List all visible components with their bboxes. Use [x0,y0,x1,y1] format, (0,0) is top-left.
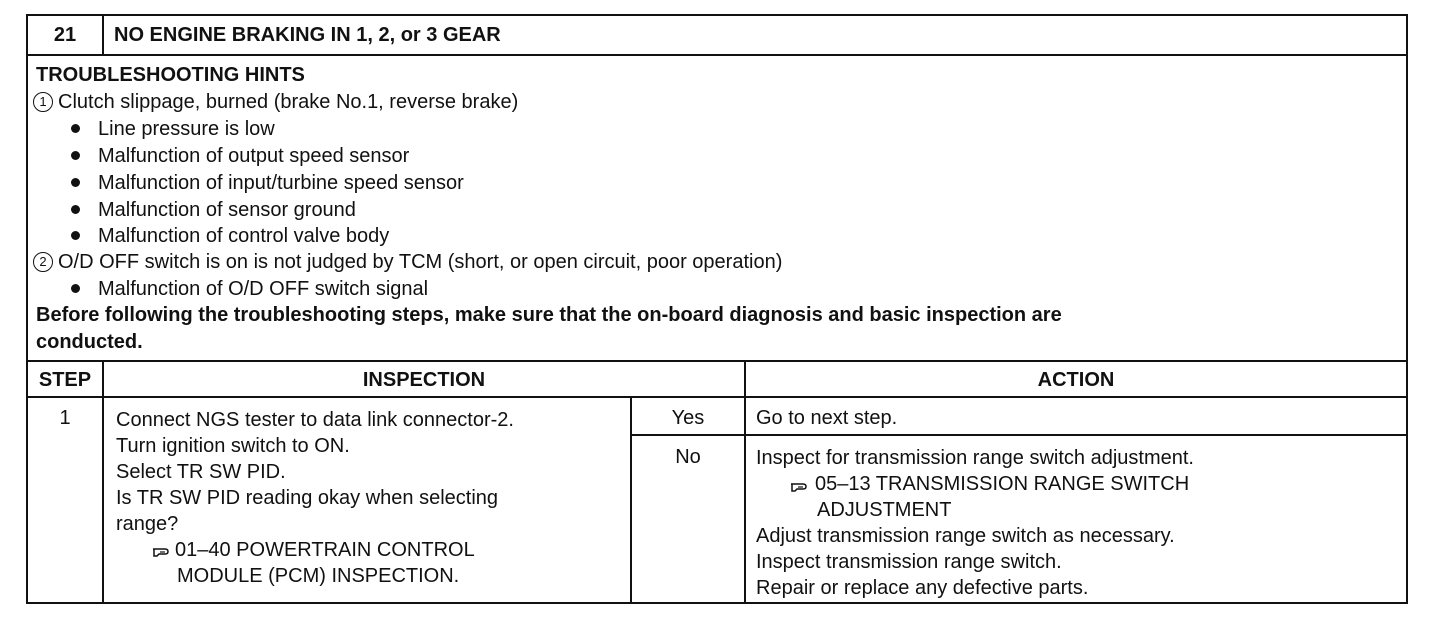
bullet-icon [71,151,80,160]
inspection-line: Is TR SW PID reading okay when selecting [116,487,499,509]
inspection-column-header: INSPECTION [362,369,486,391]
hints-note-continued: conducted. [36,331,143,353]
bullet-icon [71,205,80,214]
inspection-line: Turn ignition switch to ON. [116,435,350,457]
hint-cause-1: Clutch slippage, burned (brake No.1, reverse brake) [58,91,519,113]
no-action-line: Repair or replace any defective parts. [756,577,1089,599]
yes-no-divider [630,434,1408,436]
hints-note: Before following the troubleshooting steps, make sure that the on-board diagnosis and basic inspection are [36,304,1062,326]
hint-cause-2: O/D OFF switch is on is not judged by TCM (short, or open circuit, poor operation) [58,251,783,273]
section-title: NO ENGINE BRAKING IN 1, 2, or 3 GEAR [114,24,501,46]
hint-item: Malfunction of O/D OFF switch signal [98,278,429,300]
yes-label: Yes [671,407,705,429]
hint-item: Malfunction of output speed sensor [98,145,410,167]
hint-item: Malfunction of control valve body [98,225,390,247]
no-action-line: Inspect transmission range switch. [756,551,1062,573]
no-action-line: Inspect for transmission range switch adjustment. [756,447,1194,469]
hint-item: Malfunction of input/turbine speed sensor [98,172,464,194]
pointing-hand-icon [152,544,172,558]
inspection-column-divider [744,360,746,604]
inspection-reference-continued: MODULE (PCM) INSPECTION. [177,565,460,587]
yes-action: Go to next step. [756,407,898,429]
hints-heading: TROUBLESHOOTING HINTS [36,64,305,86]
step-number: 1 [59,407,71,429]
inspection-line: range? [116,513,179,535]
no-action-reference: 05–13 TRANSMISSION RANGE SWITCH [815,473,1190,495]
action-column-header: ACTION [1037,369,1115,391]
bullet-icon [71,284,80,293]
header-number-divider [102,14,104,54]
header-divider [26,54,1408,56]
no-action-line: Adjust transmission range switch as necessary. [756,525,1175,547]
section-number: 21 [53,24,77,46]
column-header-divider [26,396,1408,398]
pointing-hand-icon [790,479,810,493]
no-action-reference-continued: ADJUSTMENT [817,499,952,521]
hint-item: Line pressure is low [98,118,275,140]
no-label: No [675,446,701,468]
bullet-icon [71,124,80,133]
step-column-divider [102,360,104,604]
inspection-reference: 01–40 POWERTRAIN CONTROL [175,539,475,561]
bullet-icon [71,231,80,240]
bullet-icon [71,178,80,187]
inspection-line: Connect NGS tester to data link connector-2. [116,409,514,431]
hint-item: Malfunction of sensor ground [98,199,356,221]
circled-number-2: 2 [33,252,53,272]
hints-divider [26,360,1408,362]
inspection-line: Select TR SW PID. [116,461,286,483]
circled-number-1: 1 [33,92,53,112]
step-column-header: STEP [38,369,92,391]
